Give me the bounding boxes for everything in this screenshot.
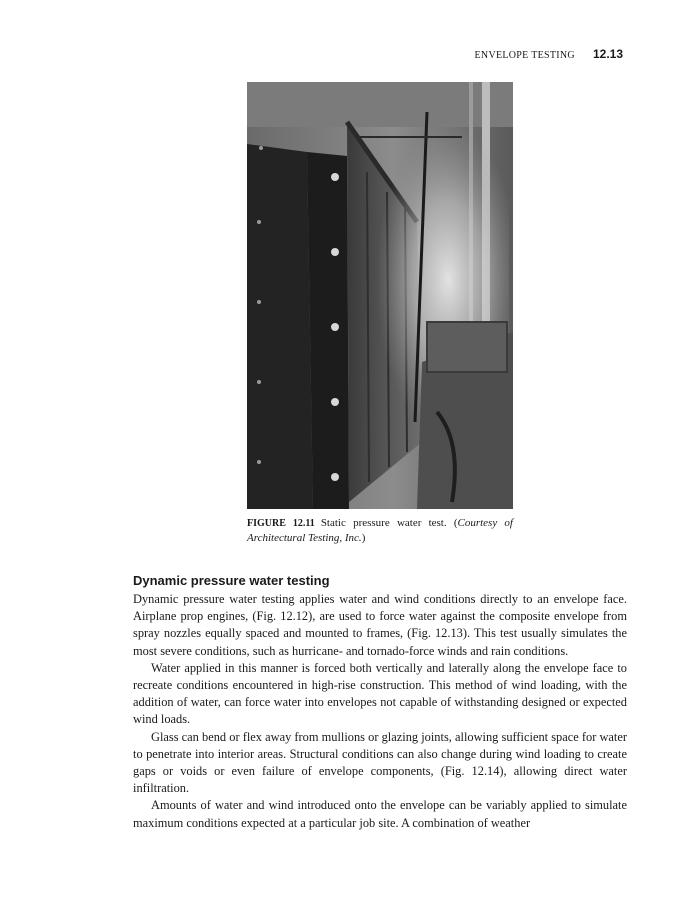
nozzle xyxy=(331,173,339,181)
fastener xyxy=(259,146,263,150)
equipment-cart xyxy=(427,322,507,372)
fastener xyxy=(257,220,261,224)
section-body xyxy=(133,572,627,832)
fastener xyxy=(257,460,261,464)
nozzle xyxy=(331,473,339,481)
ceiling xyxy=(247,82,513,127)
paragraph: Water applied in this manner is forced both vertically and laterally along the envelope face to recreate conditions encountered in high-rise construction. This method of wind loading, with the addition of water, can force water into envelopes not capable of withstanding designed or expected wind loads. xyxy=(133,660,627,727)
fastener xyxy=(257,300,261,304)
nozzle xyxy=(331,323,339,331)
test-chamber-photo xyxy=(247,82,513,509)
section-heading: Dynamic pressure water testing xyxy=(133,573,330,588)
nozzle xyxy=(331,248,339,256)
fastener xyxy=(257,380,261,384)
figure-photo xyxy=(247,82,513,509)
paragraph: Glass can bend or flex away from mullions or glazing joints, allowing sufficient space for water to penetrate into interior areas. Structural conditions can also change during wind loading to create gaps or voids or even failure of envelope components, (Fig. 12.14), allowing direct water infiltration. xyxy=(133,729,627,796)
running-head xyxy=(475,47,623,61)
left-panel-frame xyxy=(247,144,313,509)
paragraph: Dynamic pressure water testing applies water and wind conditions directly to an envelope face. Airplane prop engines, (Fig. 12.12), are used to force water against the composite envelope from spray nozzles equally spaced and mounted to frames, (Fig. 12.13). This test usually simulates the most severe conditions, such as hurricane- and tornado-force winds and rain conditions. xyxy=(133,592,627,658)
paragraph: Amounts of water and wind introduced onto the envelope can be variably applied to simulate maximum conditions expected at a particular job site. A combination of weather xyxy=(133,798,627,830)
running-head-section: ENVELOPE TESTING xyxy=(474,50,575,61)
nozzle-track xyxy=(307,152,349,509)
page-number: 12.13 xyxy=(592,47,623,61)
figure-caption-text: Static pressure water test. ( xyxy=(320,517,458,529)
figure-label: FIGURE 12.11 xyxy=(247,518,315,529)
nozzle xyxy=(331,398,339,406)
figure-credit: Courtesy of Architectural Testing, Inc. xyxy=(247,517,513,544)
figure-caption-end: ) xyxy=(361,532,366,544)
figure-caption xyxy=(247,516,513,546)
